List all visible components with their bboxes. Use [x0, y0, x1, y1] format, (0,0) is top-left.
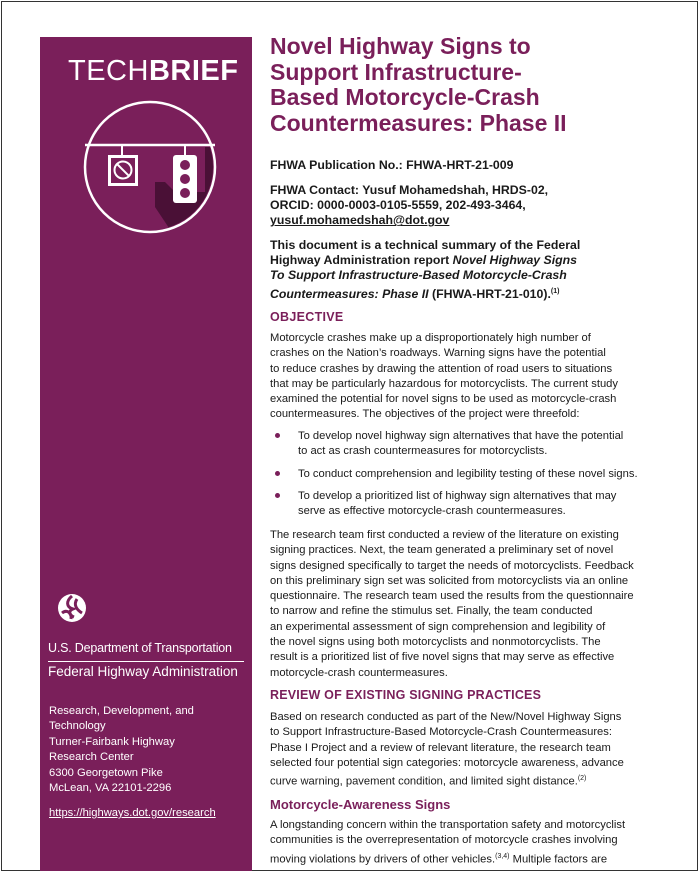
usdot-logo — [57, 593, 87, 628]
text-line: an experimental assessment of sign comprehension and legibility of — [270, 620, 606, 633]
text-line: Phase I Project and a review of relevant literature, the research team — [270, 741, 611, 754]
text-line: To develop novel highway sign alternatives that have the potential — [298, 430, 624, 442]
traffic-signs-icon — [80, 97, 220, 242]
text-line: Multiple factors are — [509, 853, 608, 866]
address-line: Technology — [49, 720, 106, 733]
objective-paragraph — [270, 331, 618, 423]
title-line: Novel Highway Signs to — [270, 33, 531, 59]
contact-line: FHWA Contact: Yusuf Mohamedshah, HRDS-02, — [270, 183, 549, 197]
text-line: Motorcycle crashes make up a disproportionately high number of — [270, 332, 591, 344]
contact-info — [270, 183, 548, 229]
address-line: Research, Development, and — [49, 705, 194, 717]
method-paragraph — [270, 528, 634, 681]
divider — [48, 661, 244, 662]
title-line: Countermeasures: Phase II — [270, 109, 567, 136]
text-line: A longstanding concern within the transportation safety and motorcyclist — [270, 819, 626, 831]
research-link[interactable]: https://highways.dot.gov/research — [49, 807, 216, 819]
address-line: 6300 Georgetown Pike — [49, 766, 163, 779]
title-line: Support Infrastructure- — [270, 58, 522, 85]
text-line: Based on research conducted as part of the New/Novel Highway Signs — [270, 711, 622, 723]
reference-marker: (1) — [550, 287, 560, 295]
review-heading: REVIEW OF EXISTING SIGNING PRACTICES — [270, 688, 542, 702]
page-title — [270, 34, 670, 136]
address-line: Research Center — [49, 751, 134, 764]
report-title: Countermeasures: Phase II — [270, 286, 429, 301]
awareness-heading: Motorcycle-Awareness Signs — [270, 797, 451, 812]
text-line: to act as crash countermeasures for motorcyclists. — [298, 445, 548, 458]
address-line: Turner-Fairbank Highway — [49, 735, 175, 748]
text-line: that may be particularly hazardous for motorcyclists. The current study — [270, 377, 618, 390]
bullet-icon — [275, 493, 280, 498]
text-line: the novel signs using both motorcyclists and nonmotorcyclists. The — [270, 636, 601, 649]
text-line: motorcycle-crash countermeasures. — [270, 666, 448, 679]
publication-number: FHWA Publication No.: FHWA-HRT-21-009 — [270, 158, 514, 172]
contact-line: ORCID: 0000-0003-0105-5559, 202-493-3464, — [270, 198, 526, 213]
contact-email-link[interactable]: yusuf.mohamedshah@dot.gov — [270, 213, 450, 228]
text-line: questionnaire. The research team used the results from the questionnaire — [270, 590, 634, 603]
agency-name: Federal Highway Administration — [48, 664, 238, 679]
text-line: to Support Infrastructure-Based Motorcycle-Crash Countermeasures: — [270, 726, 612, 739]
text-line: to reduce crashes by drawing the attention of road users to situations — [270, 362, 613, 375]
reference-marker: (3,4) — [495, 852, 510, 860]
objective-heading: OBJECTIVE — [270, 310, 344, 324]
text-line: countermeasures. The objectives of the project were threefold: — [270, 408, 580, 421]
text-line: moving violations by drivers of other vehicles. — [270, 853, 496, 866]
address-block — [49, 704, 194, 796]
text-line: curve warning, pavement condition, and limited sight distance. — [270, 775, 578, 788]
summary — [270, 238, 580, 302]
text-line: on this preliminary sign set was solicited from motorcyclists via an online — [270, 574, 629, 587]
text-line: serve as effective motorcycle-crash countermeasures. — [298, 505, 566, 518]
bullet-icon — [275, 433, 280, 438]
text-line: examined the potential for novel signs to be used as motorcycle-crash — [270, 393, 617, 406]
department-name: U.S. Department of Transportation — [48, 641, 232, 655]
report-title: To Support Infrastructure-Based Motorcycle-Crash — [270, 268, 567, 283]
reference-marker: (2) — [577, 775, 587, 783]
text-line: The research team first conducted a review of the literature on existing — [270, 529, 619, 541]
report-title: Novel Highway Signs — [452, 253, 578, 268]
text-line: result is a prioritized list of five novel signs that may serve as effective — [270, 651, 615, 664]
text-line: To conduct comprehension and legibility testing of these novel signs. — [298, 468, 638, 480]
text-line: To develop a prioritized list of highway sign alternatives that may — [298, 490, 617, 502]
bullet-icon — [275, 471, 280, 476]
text-line: crashes on the Nation’s roadways. Warning signs have the potential — [270, 347, 606, 360]
text-line: communities is the overrepresentation of motorcycle crashes involving — [270, 834, 618, 847]
techbrief-logo: TECHBRIEF — [68, 55, 239, 87]
text-line: signs designed specifically to target the needs of motorcyclists. Feedback — [270, 559, 634, 572]
text-line: to narrow and refine the stimulus set. Finally, the team conducted — [270, 605, 593, 618]
sidebar — [40, 37, 252, 871]
summary-text: Highway Administration report — [270, 253, 453, 268]
summary-line: This document is a technical summary of the Federal — [270, 238, 581, 252]
summary-text: (FHWA-HRT-21-010). — [428, 286, 551, 301]
text-line: signing practices. Next, the team generated a preliminary set of novel — [270, 544, 614, 557]
text-line: selected four potential sign categories: motorcycle awareness, advance — [270, 756, 624, 769]
address-line: McLean, VA 22101-2296 — [49, 782, 172, 795]
review-paragraph — [270, 710, 624, 790]
awareness-paragraph — [270, 818, 625, 868]
title-line: Based Motorcycle-Crash — [270, 84, 540, 110]
